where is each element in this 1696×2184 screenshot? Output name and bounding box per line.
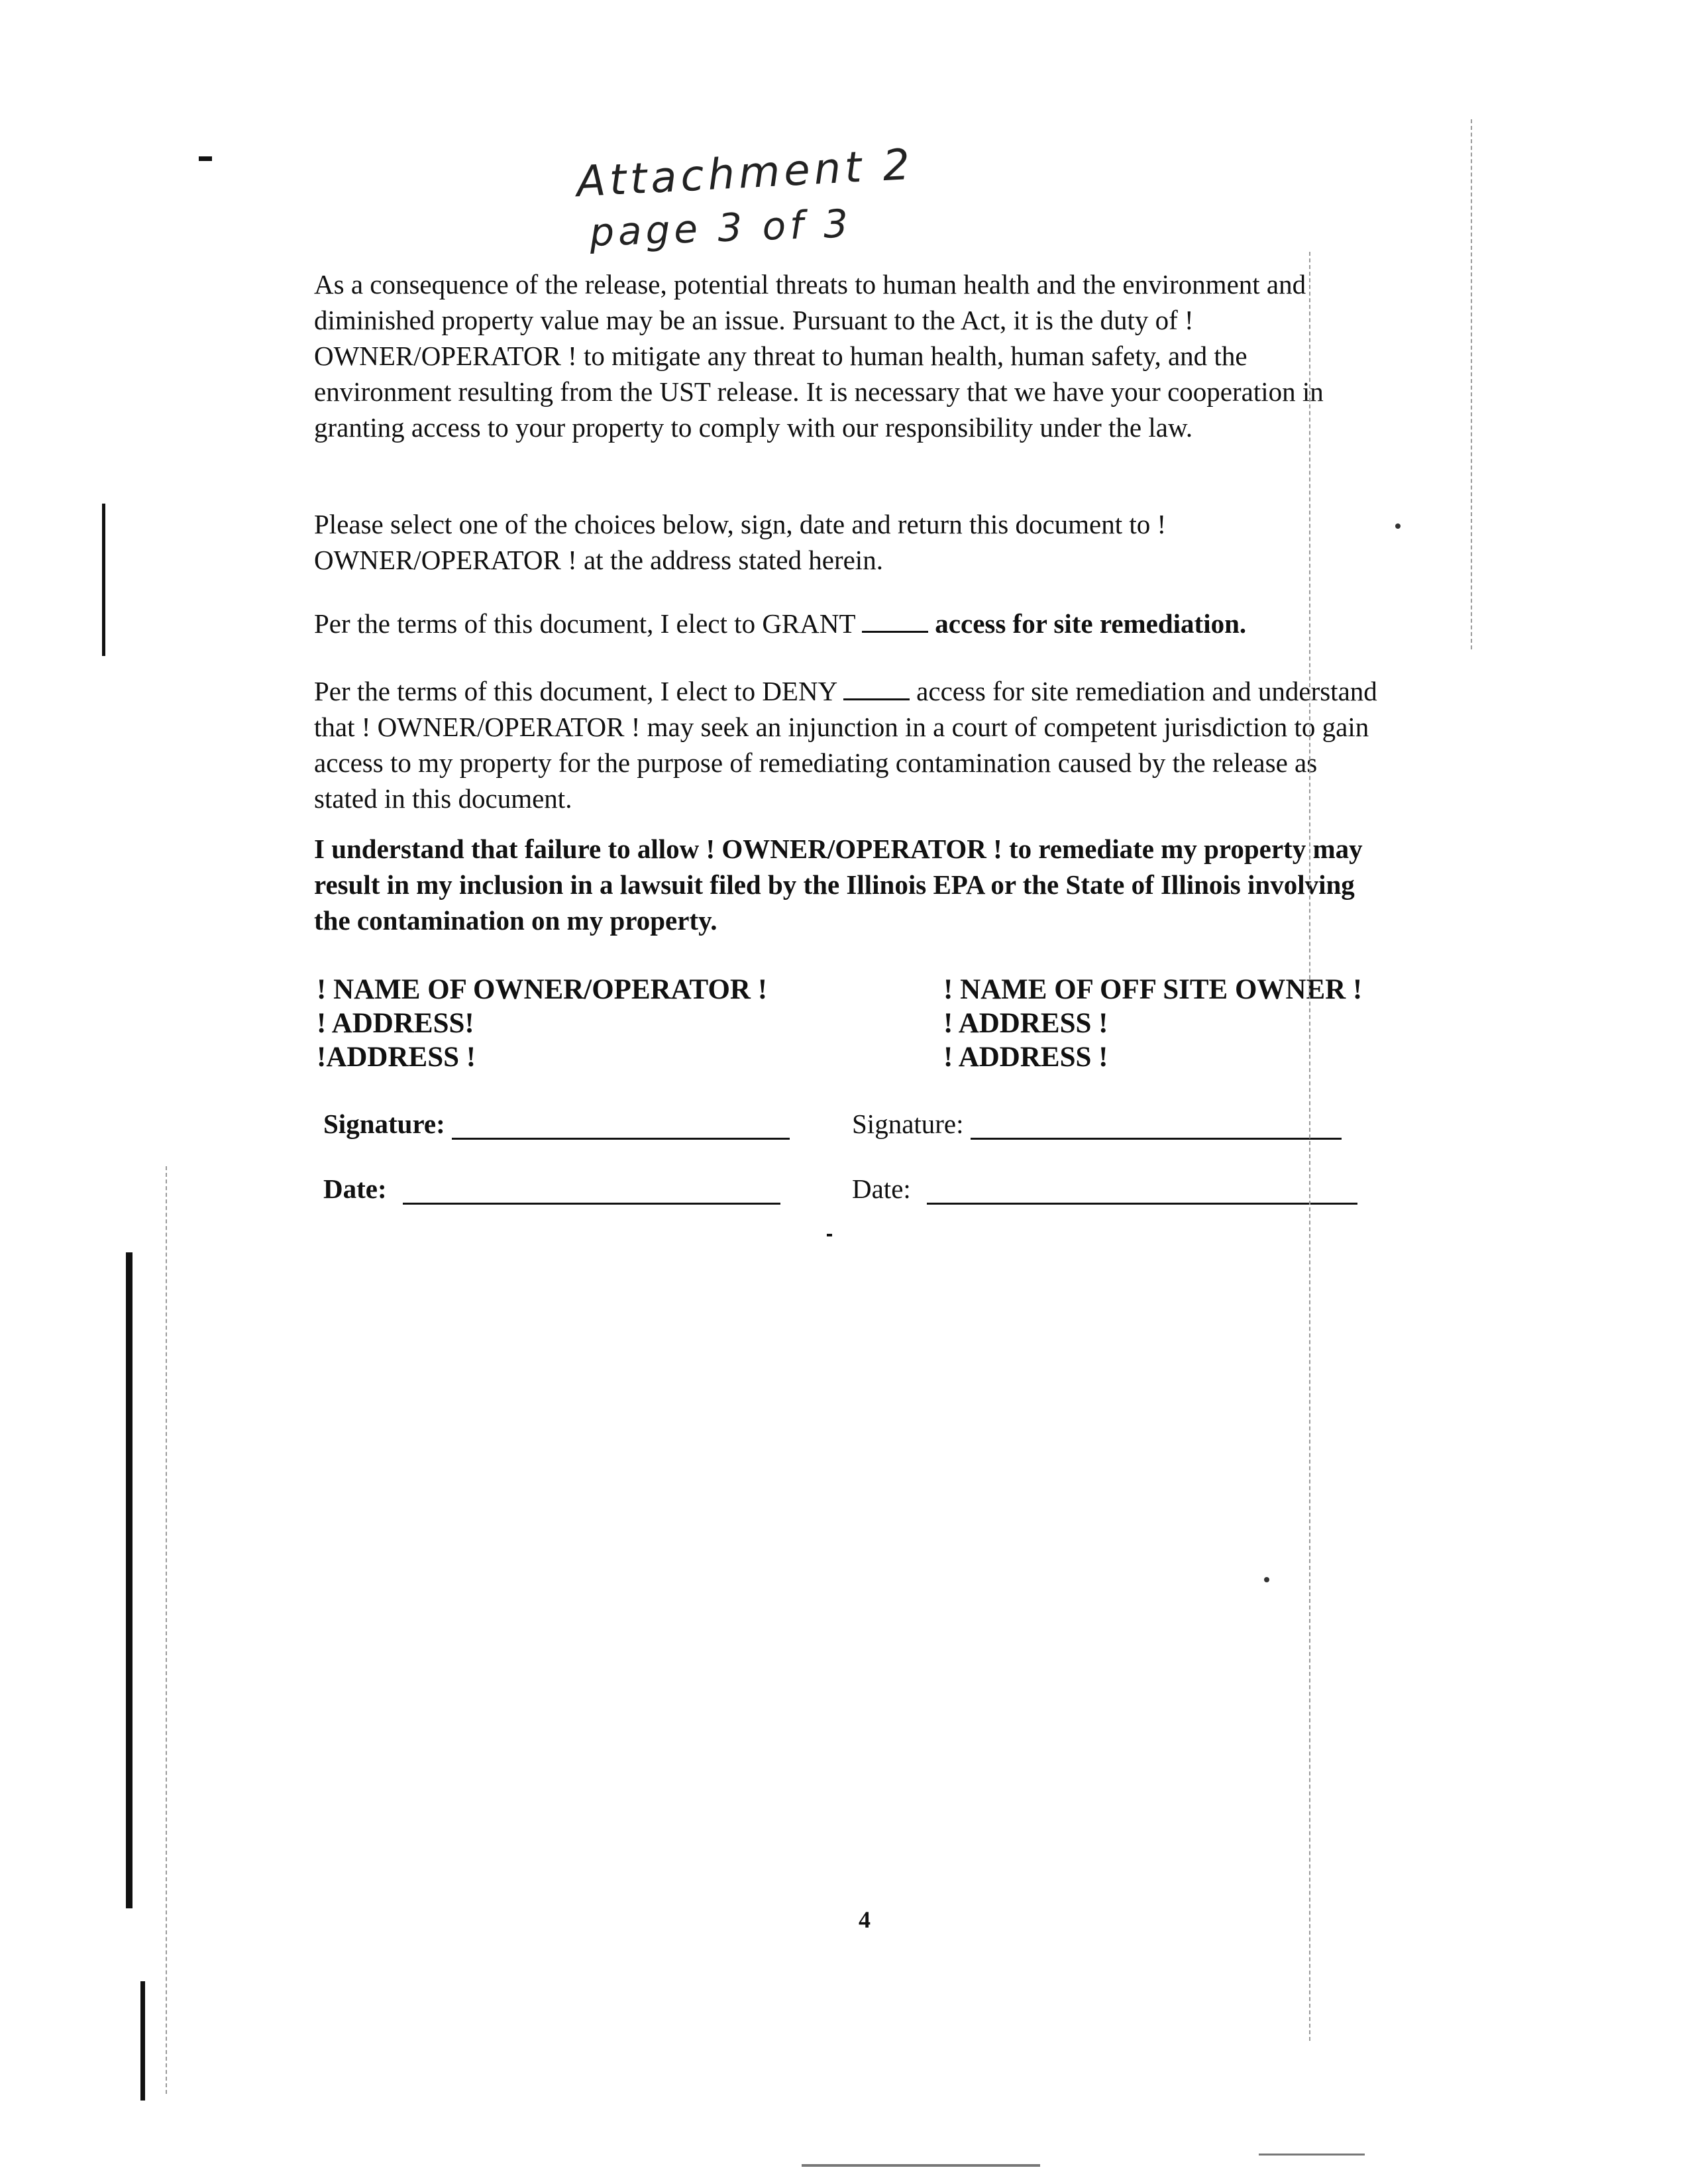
deny-text-before: Per the terms of this document, I elect to DENY — [314, 676, 837, 706]
date-row-off-site-owner — [852, 1173, 1357, 1205]
off-site-owner-address-block — [943, 973, 1362, 1074]
signature-row-owner-operator — [323, 1108, 790, 1140]
signature-label: Signature: — [323, 1109, 445, 1139]
paragraph-lawsuit-warning-text: I understand that failure to allow ! OWNER/OPERATOR ! to remediate my property may result in my inclusion in a lawsuit filed by the Illinois EPA or the State of Illinois involving the contamination on my property. — [314, 834, 1363, 936]
signature-row-off-site-owner — [852, 1108, 1342, 1140]
scan-artifact-fold-line — [1471, 119, 1472, 649]
scan-artifact-bar — [126, 1252, 132, 1908]
paragraph-consequence-text: As a consequence of the release, potential threats to human health and the environment and diminished property value may be an issue. Pursuant to the Act, it is the duty of ! OWNER/OPERATOR ! to mitigate any threat to human health, human safety, and the environment resulting from the UST release. It is necessary that we have your cooperation in granting access to your property to comply with our responsibility under the law. — [314, 269, 1324, 443]
grant-text-after: access for site remediation. — [935, 608, 1247, 639]
signature-label: Signature: — [852, 1109, 964, 1139]
off-site-owner-address-line1: ! ADDRESS ! — [943, 1008, 1108, 1039]
scan-artifact-mark — [199, 156, 212, 161]
scan-artifact-mark — [1259, 2154, 1365, 2156]
date-line-owner-operator[interactable] — [403, 1174, 780, 1205]
owner-operator-address-line2: !ADDRESS ! — [317, 1042, 476, 1073]
signature-line-off-site-owner[interactable] — [971, 1109, 1342, 1140]
owner-operator-address-line1: ! ADDRESS! — [317, 1008, 474, 1039]
date-label: Date: — [852, 1174, 911, 1204]
scan-artifact-bar — [102, 504, 105, 656]
deny-blank-field[interactable] — [843, 679, 910, 700]
paragraph-deny-option — [314, 673, 1387, 816]
date-line-off-site-owner[interactable] — [927, 1174, 1357, 1205]
paragraph-instructions — [314, 506, 1387, 578]
scan-artifact-fold-line — [166, 1166, 167, 2094]
paragraph-grant-option — [314, 606, 1387, 641]
handwritten-attachment-label: Attachment 2 — [575, 140, 915, 207]
handwritten-page-label: page 3 of 3 — [588, 201, 853, 255]
scan-artifact-bar — [140, 1981, 145, 2101]
scan-artifact-mark — [827, 1234, 832, 1236]
deny-text-after: access for site remediation and understand that ! OWNER/OPERATOR ! may seek an injunction in a court of competent jurisdiction to gain access to my property for the purpose of remediating contamination caused by the release as stated in this document. — [314, 676, 1377, 814]
grant-text-before: Per the terms of this document, I elect to GRANT — [314, 608, 855, 639]
owner-operator-name: ! NAME OF OWNER/OPERATOR ! — [317, 974, 768, 1005]
grant-blank-field[interactable] — [862, 611, 928, 633]
signature-line-owner-operator[interactable] — [452, 1109, 790, 1140]
date-row-owner-operator — [323, 1173, 780, 1205]
paragraph-lawsuit-warning — [314, 831, 1387, 938]
scan-artifact-fold-line — [1309, 252, 1310, 2041]
date-label: Date: — [323, 1174, 387, 1204]
scan-artifact-dot — [1264, 1577, 1269, 1582]
page-number: 4 — [859, 1906, 871, 1933]
owner-operator-address-block — [317, 973, 767, 1074]
scan-artifact-dot — [1395, 523, 1401, 529]
scan-artifact-mark — [802, 2164, 1040, 2167]
paragraph-instructions-text: Please select one of the choices below, sign, date and return this document to ! OWNER/OPERATOR ! at the address stated herein. — [314, 509, 1167, 575]
off-site-owner-address-line2: ! ADDRESS ! — [943, 1042, 1108, 1073]
paragraph-consequence — [314, 266, 1387, 445]
off-site-owner-name: ! NAME OF OFF SITE OWNER ! — [943, 974, 1363, 1005]
